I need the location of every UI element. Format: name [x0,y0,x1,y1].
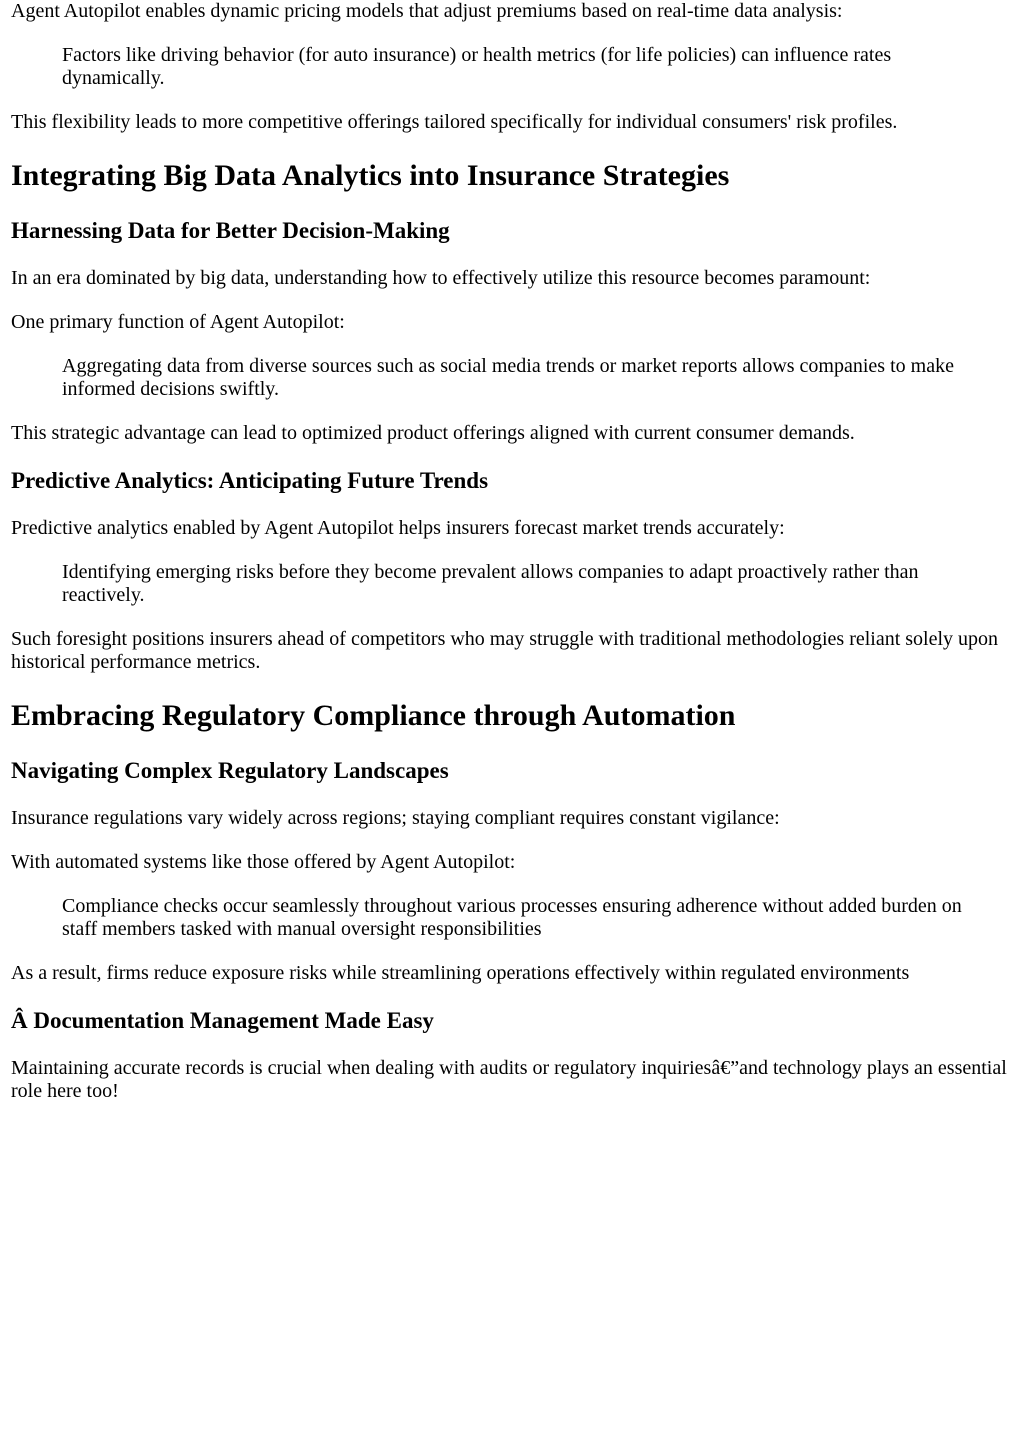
paragraph-result: As a result, firms reduce exposure risks while streamlining operations effectively within regulated environments [11,962,910,984]
paragraph-automated-systems: With automated systems like those offered by Agent Autopilot: [11,851,516,873]
paragraph-foresight: Such foresight positions insurers ahead of competitors who may struggle with traditional methodologies reliant solely upon historical performance metrics. [11,628,999,673]
heading-regulatory: Embracing Regulatory Compliance through Automation [11,699,736,732]
paragraph-big-data-era: In an era dominated by big data, understanding how to effectively utilize this resource becomes paramount: [11,267,871,289]
paragraph-primary-function: One primary function of Agent Autopilot: [11,311,345,333]
quote-aggregating: Aggregating data from diverse sources such as social media trends or market reports allows companies to make informed decisions swiftly. [62,355,954,400]
subheading-predictive-analytics: Predictive Analytics: Anticipating Future Trends [11,468,489,493]
heading-big-data: Integrating Big Data Analytics into Insurance Strategies [11,159,730,192]
subheading-regulatory-landscapes: Navigating Complex Regulatory Landscapes [11,758,449,783]
paragraph-records: Maintaining accurate records is crucial when dealing with audits or regulatory inquiriesâ€”and technology plays an essential role here too! [11,1057,1007,1102]
quote-compliance-checks: Compliance checks occur seamlessly throughout various processes ensuring adherence without added burden on staff members tasked with manual oversight responsibilities [62,895,962,940]
paragraph-regulations: Insurance regulations vary widely across regions; staying compliant requires constant vigilance: [11,807,780,829]
subheading-harnessing-data: Harnessing Data for Better Decision-Making [11,218,450,243]
paragraph-predictive: Predictive analytics enabled by Agent Autopilot helps insurers forecast market trends accurately: [11,517,785,539]
paragraph-strategic-advantage: This strategic advantage can lead to optimized product offerings aligned with current consumer demands. [11,422,855,444]
paragraph-flexibility: This flexibility leads to more competitive offerings tailored specifically for individual consumers' risk profiles. [11,111,898,133]
paragraph-dynamic-pricing: Agent Autopilot enables dynamic pricing models that adjust premiums based on real-time data analysis: [11,0,843,22]
quote-emerging-risks: Identifying emerging risks before they become prevalent allows companies to adapt proactively rather than reactively. [62,561,919,606]
subheading-documentation: Â Documentation Management Made Easy [11,1008,434,1033]
quote-factors: Factors like driving behavior (for auto insurance) or health metrics (for life policies) can influence rates dynamically. [62,44,892,89]
